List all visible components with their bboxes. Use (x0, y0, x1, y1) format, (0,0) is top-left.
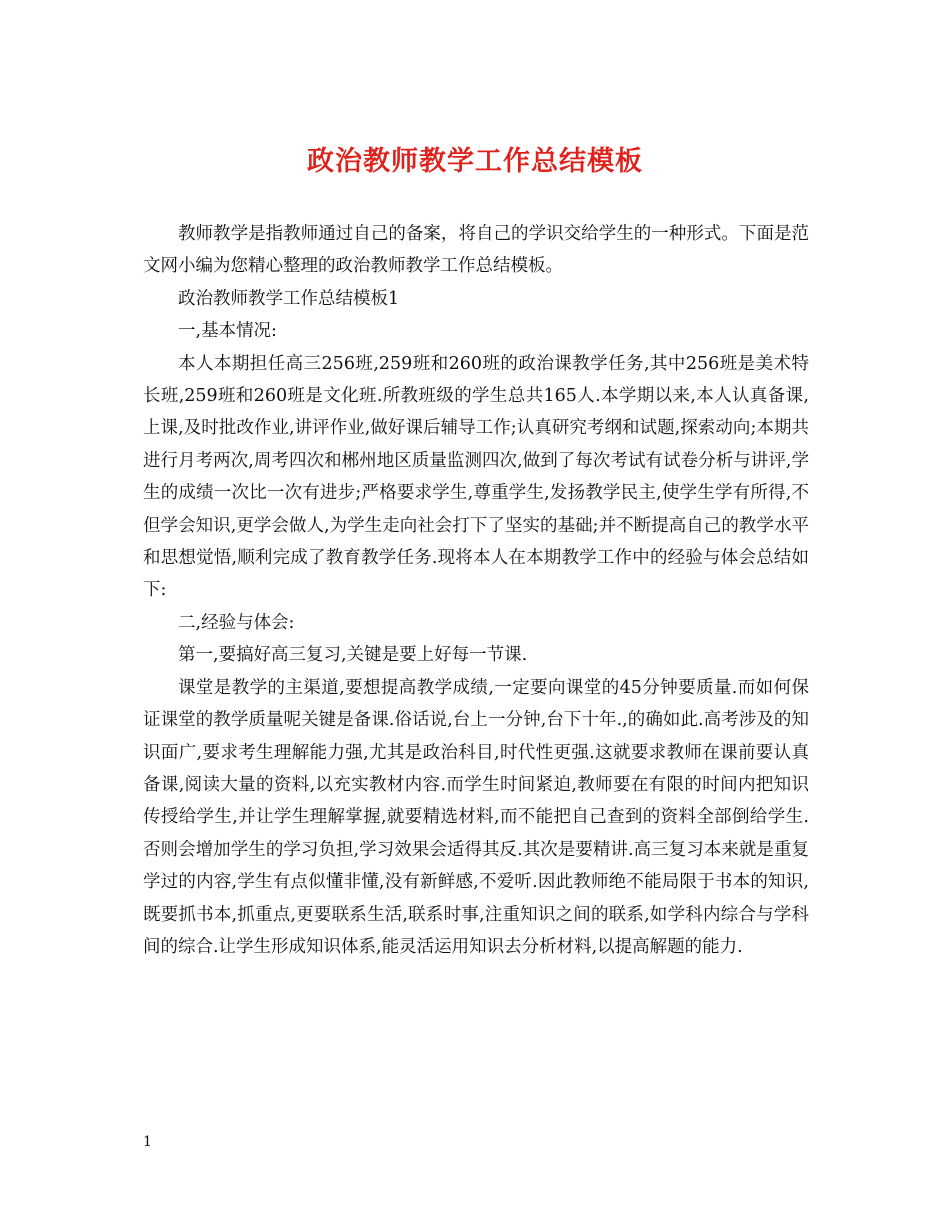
classroom-paragraph: 课堂是教学的主渠道,要想提高教学成绩,一定要向课堂的45分钟要质量.而如何保证课堂的教学质量呢关键是备课.俗话说,台上一分钟,台下十年.,的确如此.高考涉及的知识面广,要求考生理解能力强,尤其是政治科目,时代性更强.这就要求教师在课前要认真备课,阅读大量的资料,以充实教材内容.而学生时间紧迫,教师要在有限的时间内把知识传授给学生,并让学生理解掌握,就要精选材料,而不能把自己查到的资料全部倒给学生.否则会增加学生的学习负担,学习效果会适得其反.其次是要精讲.高三复习本来就是重复学过的内容,学生有点似懂非懂,没有新鲜感,不爱听.因此教师绝不能局限于书本的知识,既要抓书本,抓重点,更要联系生活,联系时事,注重知识之间的联系,如学科内综合与学科间的综合.让学生形成知识体系,能灵活运用知识去分析材料,以提高解题的能力. (143, 677, 809, 957)
section-heading-basic-situation: 一,基本情况: (178, 321, 277, 342)
intro-paragraph: 教师教学是指教师通过自己的备案，将自己的学识交给学生的一种形式。下面是范文网小编为您精心整理的政治教师教学工作总结模板。 (143, 224, 809, 277)
document-body (143, 218, 809, 963)
section-heading-template-1: 政治教师教学工作总结模板1 (178, 288, 400, 309)
section-heading-experience: 二,经验与体会: (178, 612, 295, 633)
basic-situation-paragraph: 本人本期担任高三256班,259班和260班的政治课教学任务,其中256班是美术特长班,259班和260班是文化班.所教班级的学生总共165人.本学期以来,本人认真备课,上课,及时批改作业,讲评作业,做好课后辅导工作;认真研究考纲和试题,探索动向;本期共进行月考两次,周考四次和郴州地区质量监测四次,做到了每次考试有试卷分析与讲评,学生的成绩一次比一次有进步;严格要求学生,尊重学生,发扬教学民主,使学生学有所得,不但学会知识,更学会做人,为学生走向社会打下了坚实的基础;并不断提高自己的教学水平和思想觉悟,顺利完成了教育教学任务.现将本人在本期教学工作中的经验与体会总结如下: (143, 353, 809, 601)
experience-point-1-heading: 第一,要搞好高三复习,关键是要上好每一节课. (178, 645, 528, 666)
document-title: 政治教师教学工作总结模板 (307, 146, 643, 177)
page-number: 1 (143, 1134, 152, 1150)
